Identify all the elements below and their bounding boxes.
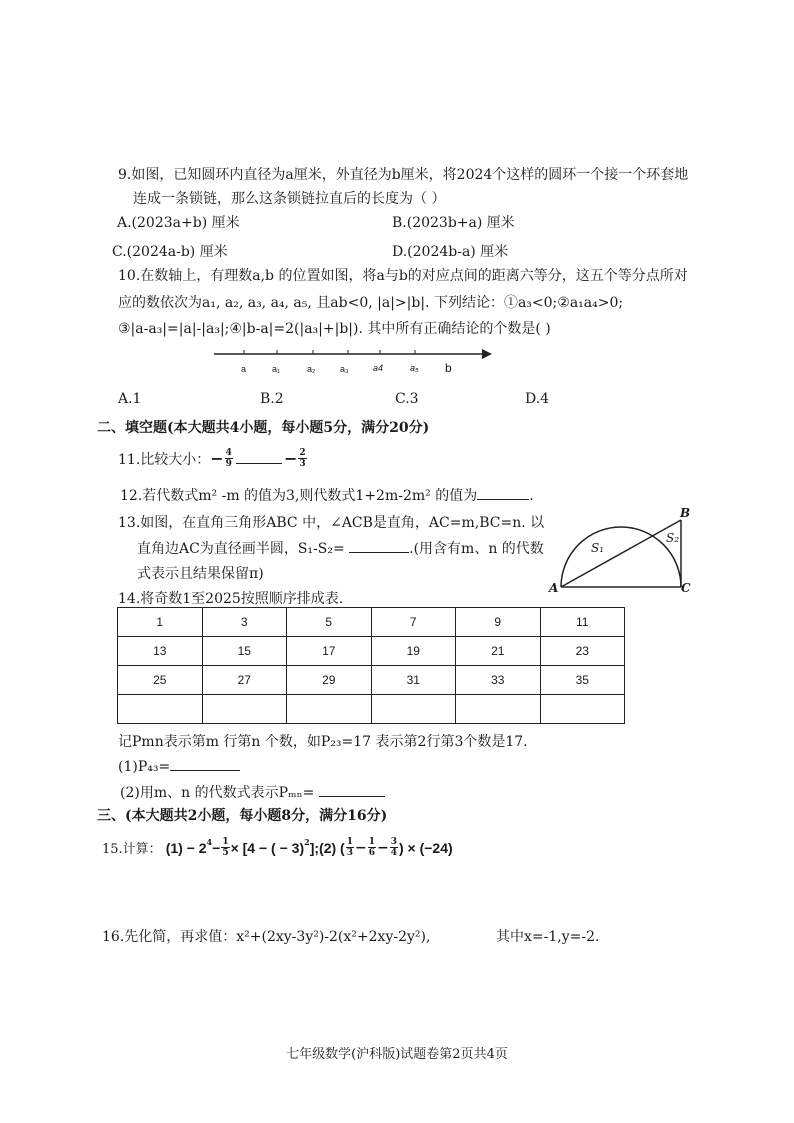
axis-label-a1: a₁ [272, 364, 281, 374]
q11-minus-2: − [283, 449, 298, 468]
q13-line3: 式表示且结果保留π) [137, 566, 264, 582]
number-line-figure [210, 342, 500, 382]
q11-f1-denominator: 9 [225, 459, 232, 469]
q9-option-c: C.(2024a-b) 厘米 [112, 244, 228, 260]
q13-line1: 13.如图，在直角三角形ABC 中，∠ACB是直角，AC=m,BC=n. 以 [118, 515, 545, 531]
q10-option-d: D.4 [525, 391, 550, 407]
fig-label-a: A [549, 581, 559, 595]
q14-sub2-label: (2)用m、n 的代数式表示Pₘₙ= [120, 785, 319, 801]
q14-sub2 [120, 782, 385, 802]
table-cell: 17 [287, 637, 372, 666]
q14-sub2-blank[interactable] [319, 782, 385, 797]
q14-sub1 [118, 756, 240, 775]
q11-prefix: 11.比较大小： [118, 451, 211, 468]
axis-label-a3: a₃ [340, 364, 349, 374]
table-cell: 27 [202, 666, 287, 695]
q13-line2 [137, 538, 544, 558]
q15-exp4: 4 [206, 836, 213, 847]
q15-fraction-3-4 [390, 837, 398, 858]
axis-label-a5: a₅ [410, 363, 419, 373]
q11-minus-1: − [210, 449, 224, 468]
q15-fraction-1-3 [346, 837, 354, 858]
q9-line2: 连成一条锁链，那么这条锁链拉直后的长度为（ ） [133, 191, 446, 207]
axis-label-b: b [445, 361, 452, 375]
table-cell [118, 695, 203, 724]
q15-p2-den3: 4 [390, 848, 397, 858]
table-cell [202, 695, 287, 724]
q15-p2-num1: 1 [346, 837, 353, 847]
q11-fraction-2 [298, 448, 306, 469]
q13-answer-blank[interactable] [349, 538, 409, 553]
q15-p2-den1: 3 [346, 848, 353, 858]
hypotenuse-ab [561, 520, 681, 587]
q11-f2-denominator: 3 [299, 459, 306, 469]
q12-end: . [529, 488, 534, 504]
table-row [118, 666, 625, 695]
table-cell [371, 695, 456, 724]
fig-label-c: C [681, 581, 691, 595]
table-row [118, 695, 625, 724]
section-3-heading: 三、(本大题共2小题，每小题8分，满分16分) [97, 808, 388, 824]
axis-label-a: a [241, 364, 247, 374]
q15-prefix: 15.计算： [102, 842, 162, 857]
q15-part1-a: (1) − 2 [165, 839, 207, 856]
table-cell: 31 [371, 666, 456, 695]
axis-label-a2: a₂ [307, 364, 316, 374]
q16-condition: 其中x=-1,y=-2. [496, 929, 600, 945]
table-cell: 35 [540, 666, 625, 695]
q15-exp2: 2 [304, 836, 310, 847]
fig-label-b: B [680, 506, 691, 520]
table-cell: 7 [371, 608, 456, 637]
table-cell: 13 [118, 637, 203, 666]
table-cell: 23 [540, 637, 625, 666]
table-cell: 3 [202, 608, 287, 637]
q9-option-d: D.(2024b-a) 厘米 [392, 244, 509, 260]
table-cell [287, 695, 372, 724]
q11 [118, 448, 308, 469]
page-footer: 七年级数学(沪科版)试题卷第2页共4页 [286, 1047, 508, 1062]
q15 [102, 837, 453, 858]
table-cell: 21 [456, 637, 541, 666]
q14-sub1-blank[interactable] [170, 756, 240, 771]
table-cell: 25 [118, 666, 203, 695]
q13-line2-b: .(用含有m、n 的代数 [409, 541, 544, 557]
q15-f-den: 5 [222, 848, 229, 858]
semicircle-arc [561, 527, 681, 587]
q15-p2-num3: 3 [390, 837, 397, 847]
q15-p2-den2: 6 [368, 848, 375, 858]
q15-part2-end: ) × (−24) [398, 839, 453, 856]
fig-label-s1: S₁ [591, 541, 605, 555]
q14-sub1-label: (1)P₄₃= [118, 759, 171, 775]
table-cell [456, 695, 541, 724]
q15-fraction-1-6 [368, 837, 376, 858]
q9-option-a: A.(2023a+b) 厘米 [117, 215, 240, 231]
table-cell: 11 [540, 608, 625, 637]
q12-text: 12.若代数式m² -m 的值为3,则代数式1+2m-2m² 的值为 [120, 488, 478, 504]
q14-note: 记Pmn表示第m 行第n 个数，如P₂₃=17 表示第2行第3个数是17. [118, 734, 528, 750]
q15-p2-num2: 1 [368, 837, 375, 847]
q14-line1: 14.将奇数1至2025按照顺序排成表. [118, 591, 344, 607]
table-cell: 5 [287, 608, 372, 637]
q9-option-b: B.(2023b+a) 厘米 [392, 215, 515, 231]
fig-label-s2: S₂ [666, 531, 680, 545]
table-cell: 1 [118, 608, 203, 637]
axis-label-a4: a4 [373, 363, 384, 373]
q15-minus-b: − [376, 839, 389, 856]
q11-answer-blank[interactable] [236, 453, 282, 464]
table-row [118, 608, 625, 637]
q12 [120, 485, 534, 505]
q10-line3: ③|a-a₃|=|a|-|a₃|;④|b-a|=2(|a₃|+|b|). 其中所有正确结论的个数是( ) [118, 321, 551, 337]
number-line-arrow [482, 349, 492, 359]
q10-option-a: A.1 [118, 391, 142, 407]
table-row [118, 637, 625, 666]
q11-fraction-1 [225, 448, 233, 469]
q16-text: 16.先化简，再求值：x²+(2xy-3y²)-2(x²+2xy-2y²), [102, 929, 431, 945]
q15-part1-c: × [4 − ( − 3) [230, 839, 305, 856]
q12-answer-blank[interactable] [477, 485, 529, 500]
table-cell [540, 695, 625, 724]
q10-line2: 应的数依次为a₁, a₂, a₃, a₄, a₅, 且ab<0, |a|>|b|. 下列结论：①a₃<0;②a₁a₄>0; [118, 295, 624, 311]
table-cell: 15 [202, 637, 287, 666]
table-cell: 9 [456, 608, 541, 637]
table-cell: 29 [287, 666, 372, 695]
q13-line2-a: 直角边AC为直径画半圆，S₁-S₂= [137, 541, 350, 557]
q11-f1-numerator: 4 [225, 448, 232, 458]
q15-minus-a: − [354, 839, 367, 856]
q15-fraction-1-5 [221, 837, 229, 858]
q11-f2-numerator: 2 [299, 448, 306, 458]
q15-f-num: 1 [222, 837, 229, 847]
q9-line1: 9.如图，已知圆环内直径为a厘米，外直径为b厘米，将2024个这样的圆环一个接一个环套地 [118, 167, 689, 183]
q10-option-c: C.3 [395, 391, 419, 407]
table-cell: 33 [456, 666, 541, 695]
q10-option-b: B.2 [260, 391, 284, 407]
q15-part1-d: ];(2) ( [309, 839, 345, 856]
q10-line1: 10.在数轴上，有理数a,b 的位置如图，将a与b的对应点间的距离六等分，这五个等分点所对 [118, 268, 688, 284]
q15-part1-b: − [212, 839, 221, 856]
section-2-heading: 二、填空题(本大题共4小题，每小题5分，满分20分) [97, 420, 430, 436]
odd-number-table [117, 607, 625, 724]
table-cell: 19 [371, 637, 456, 666]
